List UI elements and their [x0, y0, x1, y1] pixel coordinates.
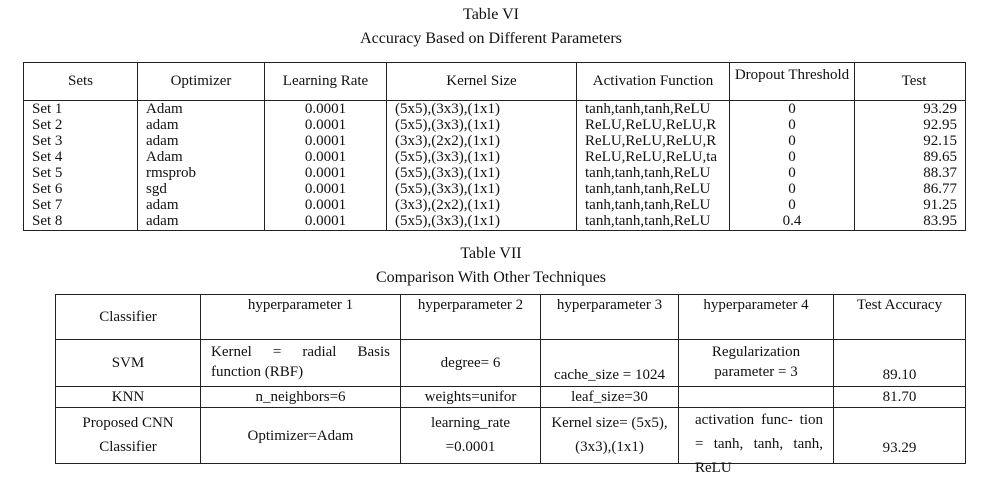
- table6-cell-dropout: 0: [730, 101, 855, 118]
- table6-caption-title: Accuracy Based on Different Parameters: [360, 30, 622, 47]
- svm-classifier: SVM: [56, 340, 201, 387]
- table6-cell-learning-rate: 0.0001: [265, 197, 387, 213]
- table6-cell-test: 93.29: [855, 101, 966, 118]
- table7-header-hp1: [201, 295, 401, 340]
- table7-header-hp2-text: hyperparameter 2: [417, 297, 524, 313]
- table6-cell-optimizer: Adam: [138, 101, 265, 118]
- cnn-hp4-text: activation func- tion = tanh, tanh, tanh, ReLU: [695, 412, 823, 476]
- table6-row: [24, 181, 966, 197]
- table7-header-accuracy: Test Accuracy: [834, 295, 966, 340]
- table6-cell-activation: tanh,tanh,tanh,ReLU: [577, 181, 730, 197]
- table6-header-dropout-text: Dropout Threshold: [734, 67, 850, 83]
- table6-caption-number: Table VI: [463, 6, 519, 23]
- table6-cell-activation: tanh,tanh,tanh,ReLU: [577, 165, 730, 181]
- table6-cell-kernel-size: (3x3),(2x2),(1x1): [387, 133, 577, 149]
- table6-row: [24, 197, 966, 213]
- table6-cell-optimizer: adam: [138, 133, 265, 149]
- table6-row: [24, 117, 966, 133]
- knn-hp1: n_neighbors=6: [201, 387, 401, 408]
- table6-cell-kernel-size: (5x5),(3x3),(1x1): [387, 165, 577, 181]
- table6-cell-optimizer: adam: [138, 213, 265, 231]
- table6-row: [24, 101, 966, 118]
- cnn-hp3-text: Kernel size= (5x5),(3x3),(1x1): [551, 415, 668, 455]
- table6-cell-activation: tanh,tanh,tanh,ReLU: [577, 213, 730, 231]
- table7: [55, 294, 966, 476]
- table7-header-hp1-text: hyperparameter 1: [247, 297, 354, 313]
- table6-cell-kernel-size: (5x5),(3x3),(1x1): [387, 181, 577, 197]
- svm-hp4: [679, 340, 834, 387]
- table6-cell-learning-rate: 0.0001: [265, 149, 387, 165]
- table6-cell-kernel-size: (5x5),(3x3),(1x1): [387, 149, 577, 165]
- table6-cell-dropout: 0: [730, 197, 855, 213]
- table6-cell-test: 92.15: [855, 133, 966, 149]
- cnn-hp4: [679, 408, 834, 476]
- svm-hp3-text: cache_size = 1024: [554, 367, 665, 383]
- table6-cell-optimizer: rmsprob: [138, 165, 265, 181]
- table6-header-dropout: [730, 63, 855, 101]
- table6-cell-kernel-size: (3x3),(2x2),(1x1): [387, 197, 577, 213]
- knn-hp3: leaf_size=30: [541, 387, 679, 408]
- table6-cell-set: Set 3: [24, 133, 138, 149]
- table7-header-row: [56, 295, 966, 340]
- cnn-accuracy: [834, 408, 966, 464]
- table6-cell-optimizer: sgd: [138, 181, 265, 197]
- cnn-accuracy-text: 93.29: [882, 440, 917, 456]
- table6-cell-set: Set 2: [24, 117, 138, 133]
- table6-cell-test: 86.77: [855, 181, 966, 197]
- table6-row: [24, 149, 966, 165]
- table6-cell-learning-rate: 0.0001: [265, 181, 387, 197]
- table6-cell-set: Set 6: [24, 181, 138, 197]
- table6-cell-dropout: 0: [730, 117, 855, 133]
- table6-cell-test: 89.65: [855, 149, 966, 165]
- table6-cell-activation: ReLU,ReLU,ReLU,R: [577, 117, 730, 133]
- table6-cell-kernel-size: (5x5),(3x3),(1x1): [387, 213, 577, 231]
- table6-cell-learning-rate: 0.0001: [265, 213, 387, 231]
- svm-hp1: [201, 340, 401, 387]
- table6-cell-activation: ReLU,ReLU,ReLU,ta: [577, 149, 730, 165]
- table6-cell-set: Set 1: [24, 101, 138, 118]
- svm-accuracy-text: 89.10: [882, 367, 917, 383]
- table6-cell-set: Set 7: [24, 197, 138, 213]
- table6-cell-optimizer: Adam: [138, 149, 265, 165]
- svm-accuracy: [834, 340, 966, 387]
- table6-header-kernel-size: Kernel Size: [387, 63, 577, 101]
- table6-cell-test: 83.95: [855, 213, 966, 231]
- table6-cell-dropout: 0: [730, 181, 855, 197]
- table6-cell-dropout: 0: [730, 165, 855, 181]
- table6-cell-optimizer: adam: [138, 197, 265, 213]
- table6-cell-set: Set 8: [24, 213, 138, 231]
- table6-cell-set: Set 5: [24, 165, 138, 181]
- knn-accuracy: 81.70: [834, 387, 966, 408]
- table6-cell-activation: tanh,tanh,tanh,ReLU: [577, 197, 730, 213]
- table6-cell-learning-rate: 0.0001: [265, 117, 387, 133]
- table7-row-svm: [56, 340, 966, 387]
- table6-header-optimizer: Optimizer: [138, 63, 265, 101]
- table6-header-test: Test: [855, 63, 966, 101]
- table7-header-hp4-text: hyperparameter 4: [703, 297, 809, 313]
- table7-header-hp2: [401, 295, 541, 340]
- table6-header-sets: Sets: [24, 63, 138, 101]
- knn-hp2: weights=unifor: [401, 387, 541, 408]
- cnn-hp2-text: learning_rate =0.0001: [430, 415, 511, 455]
- table7-header-hp3-text: hyperparameter 3: [556, 297, 663, 313]
- svm-hp1-text: Kernel = radial Basis function (RBF): [211, 344, 390, 380]
- table6-row: [24, 213, 966, 231]
- table6-cell-activation: tanh,tanh,tanh,ReLU: [577, 101, 730, 118]
- table6-header-learning-rate: Learning Rate: [265, 63, 387, 101]
- table6-cell-learning-rate: 0.0001: [265, 101, 387, 118]
- table6-cell-learning-rate: 0.0001: [265, 165, 387, 181]
- knn-classifier: KNN: [56, 387, 201, 408]
- table7-row-knn: [56, 387, 966, 408]
- table6-cell-test: 91.25: [855, 197, 966, 213]
- table6-cell-dropout: 0: [730, 133, 855, 149]
- table6-header-activation: Activation Function: [577, 63, 730, 101]
- table6: [23, 62, 966, 231]
- table6-cell-dropout: 0.4: [730, 213, 855, 231]
- table7-row-cnn: [56, 408, 966, 464]
- table7-caption-number: Table VII: [460, 245, 522, 262]
- table6-cell-dropout: 0: [730, 149, 855, 165]
- table7-header-hp4: [679, 295, 834, 340]
- svm-hp4-text: Regularization parameter = 3: [711, 344, 801, 380]
- table6-cell-set: Set 4: [24, 149, 138, 165]
- cnn-hp1: Optimizer=Adam: [201, 408, 401, 464]
- table7-caption-title: Comparison With Other Techniques: [375, 269, 607, 286]
- cnn-classifier: [56, 408, 201, 464]
- table6-header-row: [24, 63, 966, 101]
- table7-header-classifier: Classifier: [56, 295, 201, 340]
- cnn-hp2: [401, 408, 541, 464]
- table6-cell-kernel-size: (5x5),(3x3),(1x1): [387, 117, 577, 133]
- knn-hp4: [679, 387, 834, 408]
- table7-header-hp3: [541, 295, 679, 340]
- table6-cell-test: 92.95: [855, 117, 966, 133]
- table6-row: [24, 133, 966, 149]
- svm-hp2: degree= 6: [401, 340, 541, 387]
- table6-cell-activation: ReLU,ReLU,ReLU,R: [577, 133, 730, 149]
- cnn-classifier-text: Proposed CNN Classifier: [82, 415, 174, 455]
- table6-cell-kernel-size: (5x5),(3x3),(1x1): [387, 101, 577, 118]
- table6-cell-learning-rate: 0.0001: [265, 133, 387, 149]
- table6-cell-test: 88.37: [855, 165, 966, 181]
- svm-hp3: [541, 340, 679, 387]
- table6-cell-optimizer: adam: [138, 117, 265, 133]
- table6-body: [24, 101, 966, 231]
- cnn-hp3: [541, 408, 679, 464]
- table6-row: [24, 165, 966, 181]
